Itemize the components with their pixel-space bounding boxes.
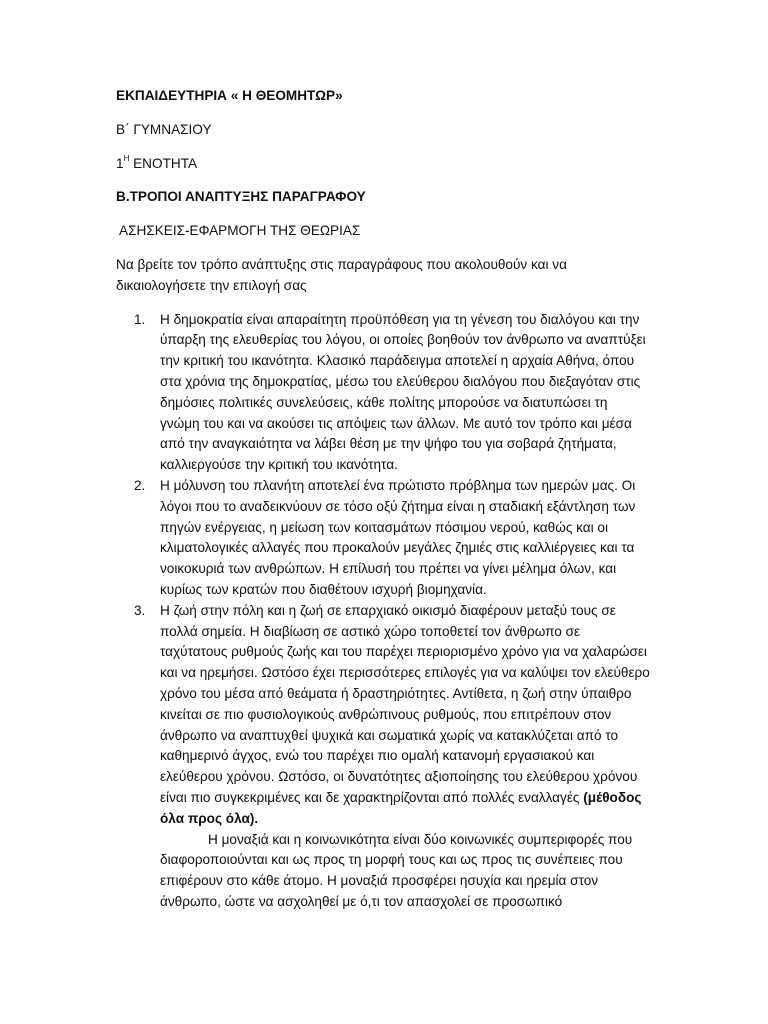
item-number: 1. [134,311,146,327]
instructions-text: Να βρείτε τον τρόπο ανάπτυξης στις παραγράφους που ακολουθούν και να δικαιολογήσετε την επιλογή σας [116,256,567,293]
unit-superscript: Η [123,154,130,164]
item-text: Η δημοκρατία είναι απαραίτητη προϋπόθεση για τη γένεση του διαλόγου και την ύπαρξη της ελευθερίας του λόγου, οι οποίες βοηθούν τον άνθρωπο να αναπτύξει την κριτική του ικανότητα. Κλασικό παράδειγμα αποτελεί η αρχαία Αθήνα, όπου στα χρόνια της δημοκρατίας, μέσω του ελεύθερου διαλόγου που διεξαγόταν στις δημόσιες πολιτικές συνελεύσεις, κάθε πολίτης μπορούσε να διατυπώσει τη γνώμη του και να ακούσει τις απόψεις των άλλων. Με αυτό τον τρόπο και μέσα από την αναγκαιότητα να λάβει θέση με την ψήφο του για σοβαρά ζητήματα, καλλιεργούσε την κριτική του ικανότητα. [160,311,646,473]
school-title: ΕΚΠΑΙΔΕΥΤΗΡΙΑ « Η ΘΕΟΜΗΤΩΡ» [116,88,343,103]
item-continuation: Η μοναξιά και η κοινωνικότητα είναι δύο κοινωνικές συμπεριφορές που διαφοροποιούνται και ως προς τη μορφή τους και ως προς τις συνέπειες που επιφέρουν στο κάθε άτομο. Η μοναξιά προσφέρει ησυχία και ηρεμία στον άνθρωπο, ώστε να ασχοληθεί με ό,τι τον απασχολεί σε προσωπικό [160,831,633,909]
list-item [116,601,650,913]
list-item [116,310,650,476]
list-item [116,476,650,601]
method-label: (μέθοδος όλα προς όλα). [160,789,642,826]
exercise-list [116,310,656,913]
grade-label: Β΄ ΓΥΜΝΑΣΙΟΥ [116,121,212,137]
exercises-subtitle: ΑΣΗΣΚΕΙΣ-ΕΦΑΡΜΟΓΗ ΤΗΣ ΘΕΩΡΙΑΣ [116,223,361,239]
item-text: Η μόλυνση του πλανήτη αποτελεί ένα πρώτιστο πρόβλημα των ημερών μας. Οι λόγοι που το αναδεικνύουν σε τόσο οξύ ζήτημα είναι η σταδιακή εξάντληση των πηγών ενέργειας, η μείωση των κοιτασμάτων πόσιμου νερού, καθώς και οι κλιματολογικές αλλαγές που προκαλούν μεγάλες ζημιές στις καλλιέργειες και τα νοικοκυριά των ανθρώπων. Η επίλυσή του πρέπει να γίνει μέλημα όλων, και κυρίως των κρατών που διαθέτουν ισχυρή βιομηχανία. [160,477,636,597]
item-text: Η ζωή στην πόλη και η ζωή σε επαρχιακό οικισμό διαφέρουν μεταξύ τους σε πολλά σημεία. Η διαβίωση σε αστικό χώρο τοποθετεί τον άνθρωπο σε ταχύτατους ρυθμούς ζωής και του παρέχει περιορισμένο χρόνο για να χαλαρώσει και να ηρεμήσει. Ωστόσο έχει περισσότερες επιλογές για να καλύψει τον ελεύθερο χρόνο του μέσα από θεάματα ή δραστηριότητες. Αντίθετα, η ζωή στην ύπαιθρο κινείται σε πιο φυσιολογικούς ανθρώπινους ρυθμούς, που επιτρέπουν στον άνθρωπο να αναπτυχθεί ψυχικά και σωματικά χωρίς να κατακλύζεται από το καθημερινό άγχος, ενώ του παρέχει πιο ομαλή κατανομή εργασιακού και ελεύθερου χρόνου. Ωστόσο, οι δυνατότητες αξιοποίησης του ελεύθερου χρόνου είναι πιο συγκεκριμένες και δε χαρακτηρίζονται από πολλές εναλλαγές [160,602,650,805]
item-number: 3. [134,602,146,618]
unit-number: 1 [116,155,124,171]
unit-text: ΕΝΟΤΗΤΑ [129,155,198,171]
unit-label [116,154,656,175]
document-body [116,86,656,913]
topic-heading: Β.ΤΡΟΠΟΙ ΑΝΑΠΤΥΞΗΣ ΠΑΡΑΓΡΑΦΟΥ [116,189,366,205]
item-number: 2. [134,477,146,493]
